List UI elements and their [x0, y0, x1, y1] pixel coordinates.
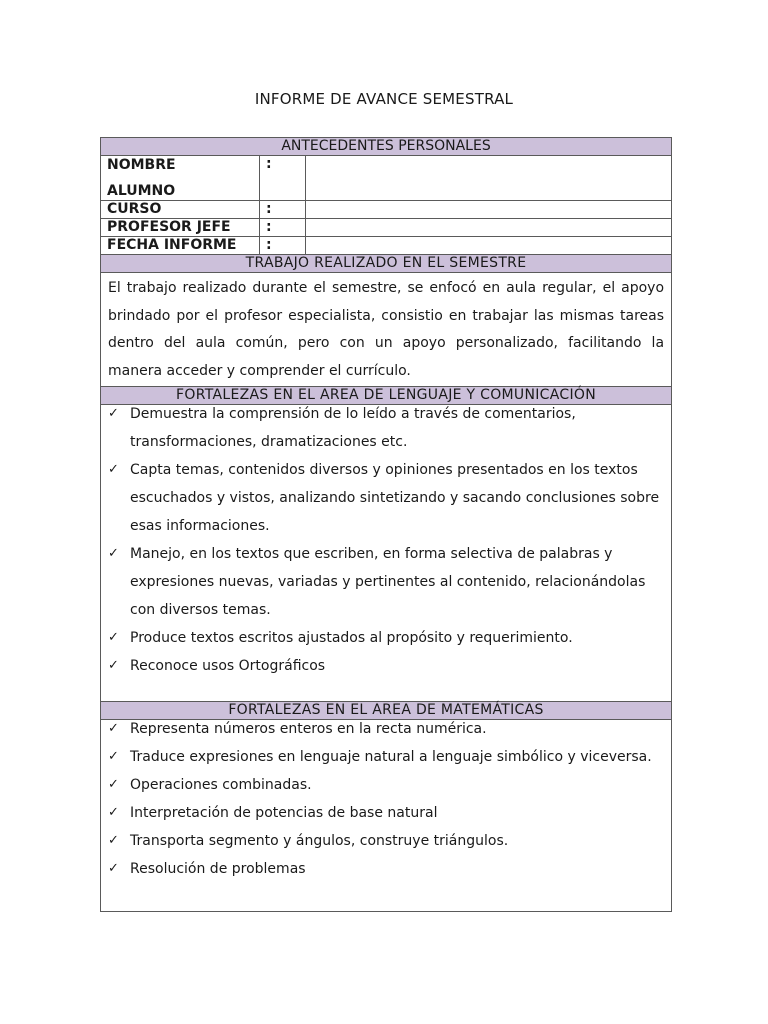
matematicas-list — [101, 715, 671, 883]
lenguaje-header: FORTALEZAS EN EL AREA DE LENGUAJE Y COMUNICACIÓN — [101, 387, 672, 405]
fecha-informe-label: FECHA INFORME — [101, 237, 260, 255]
lenguaje-list — [101, 400, 671, 680]
profesor-jefe-colon: : — [260, 219, 306, 237]
personal-header: ANTECEDENTES PERSONALES — [101, 138, 672, 156]
curso-colon: : — [260, 201, 306, 219]
list-item — [108, 855, 664, 883]
check-icon: ✓ — [108, 777, 119, 792]
alumno-label: ALUMNO — [107, 183, 176, 199]
list-item-text: Resolución de problemas — [130, 861, 306, 877]
nombre-value-field[interactable] — [306, 156, 672, 201]
list-item-text: Interpretación de potencias de base natural — [130, 805, 438, 821]
list-item — [108, 771, 664, 799]
check-icon: ✓ — [108, 833, 119, 848]
list-item — [108, 743, 664, 771]
list-item — [108, 400, 664, 456]
check-icon: ✓ — [108, 721, 119, 736]
check-icon: ✓ — [108, 546, 119, 561]
list-item-text: Operaciones combinadas. — [130, 777, 312, 793]
list-item-text: Reconoce usos Ortográficos — [130, 658, 326, 674]
list-item-text: Demuestra la comprensión de lo leído a través de comentarios, transformaciones, dramatizaciones etc. — [130, 406, 576, 450]
fecha-informe-value-field[interactable] — [306, 237, 672, 255]
list-item — [108, 799, 664, 827]
trabajo-paragraph: El trabajo realizado durante el semestre, se enfocó en aula regular, el apoyo brindado por el profesor especialista, consistio en trabajar las mismas tareas dentro del aula común, pero con un apoyo personalizado, facilitando la manera acceder y comprender el currículo. — [101, 273, 672, 387]
list-item-text: Representa números enteros en la recta numérica. — [130, 721, 487, 737]
list-item — [108, 652, 664, 680]
fecha-informe-colon: : — [260, 237, 306, 255]
check-icon: ✓ — [108, 749, 119, 764]
check-icon: ✓ — [108, 805, 119, 820]
check-icon: ✓ — [108, 462, 119, 477]
nombre-alumno-label — [101, 156, 260, 201]
matematicas-header: FORTALEZAS EN EL AREA DE MATEMÁTICAS — [101, 702, 672, 720]
list-item — [108, 715, 664, 743]
trabajo-header: TRABAJO REALIZADO EN EL SEMESTRE — [101, 255, 672, 273]
list-item-text: Transporta segmento y ángulos, construye triángulos. — [130, 833, 509, 849]
list-item — [108, 827, 664, 855]
lenguaje-section — [101, 405, 672, 702]
curso-label: CURSO — [101, 201, 260, 219]
nombre-label: NOMBRE — [107, 157, 176, 173]
matematicas-section — [101, 720, 672, 912]
check-icon: ✓ — [108, 861, 119, 876]
list-item-text: Traduce expresiones en lenguaje natural a lenguaje simbólico y viceversa. — [130, 749, 652, 765]
nombre-colon: : — [260, 156, 306, 201]
list-item — [108, 624, 664, 652]
document-title: INFORME DE AVANCE SEMESTRAL — [254, 90, 514, 108]
profesor-jefe-label: PROFESOR JEFE — [101, 219, 260, 237]
list-item-text: Capta temas, contenidos diversos y opiniones presentados en los textos escuchados y vistos, analizando sintetizando y sacando conclusiones sobre esas informaciones. — [130, 462, 660, 534]
profesor-jefe-value-field[interactable] — [306, 219, 672, 237]
check-icon: ✓ — [108, 406, 119, 421]
check-icon: ✓ — [108, 658, 119, 673]
list-item-text: Produce textos escritos ajustados al propósito y requerimiento. — [130, 630, 573, 646]
curso-value-field[interactable] — [306, 201, 672, 219]
list-item-text: Manejo, en los textos que escriben, en forma selectiva de palabras y expresiones nuevas, variadas y pertinentes al contenido, relacionándolas con diversos temas. — [130, 546, 646, 618]
list-item — [108, 540, 664, 624]
check-icon: ✓ — [108, 630, 119, 645]
report-table — [100, 137, 672, 912]
list-item — [108, 456, 664, 540]
